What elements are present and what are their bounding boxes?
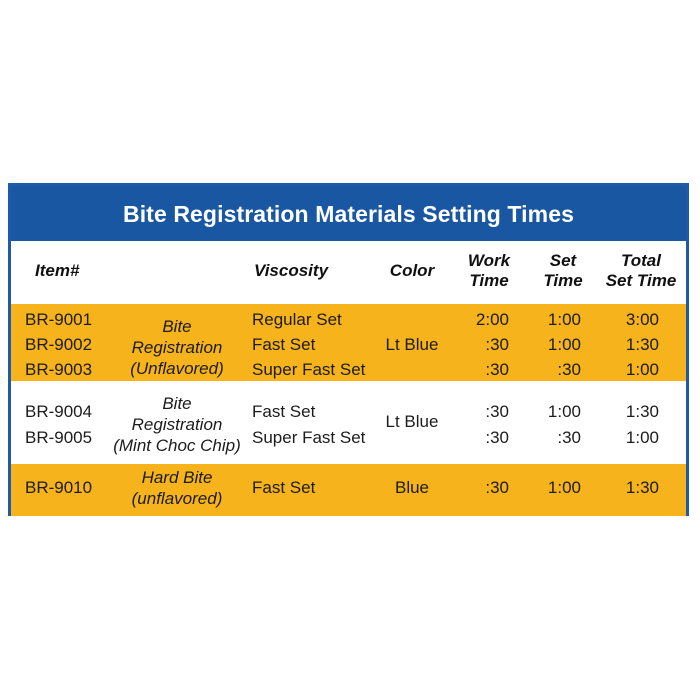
group-color: Lt Blue <box>385 412 439 431</box>
set-time: :30 <box>557 360 581 379</box>
table-title: Bite Registration Materials Setting Times <box>11 186 686 241</box>
total-set-time: 1:00 <box>625 360 659 379</box>
header-color-label: Color <box>389 261 435 280</box>
header-set-time-line1: Set <box>549 251 577 270</box>
viscosity: Fast Set <box>252 478 316 497</box>
group-description <box>107 316 247 379</box>
group-color: Lt Blue <box>385 335 439 354</box>
header-work-time-line2: Time <box>469 271 509 290</box>
total-set-time: 3:00 <box>625 310 659 329</box>
group-color: Blue <box>394 478 430 497</box>
header-item <box>35 261 79 281</box>
set-time: 1:00 <box>547 478 581 497</box>
header-total-set-time <box>599 251 683 291</box>
item-number: BR-9002 <box>25 335 93 354</box>
header-set-time-line2: Time <box>543 271 583 290</box>
viscosity: Fast Set <box>252 335 316 354</box>
total-set-time: 1:00 <box>625 428 659 447</box>
set-time: 1:00 <box>547 402 581 421</box>
viscosity: Super Fast Set <box>252 360 366 379</box>
viscosity: Fast Set <box>252 402 316 421</box>
header-work-time-line1: Work <box>467 251 511 270</box>
total-set-time: 1:30 <box>625 335 659 354</box>
header-work-time <box>458 251 520 291</box>
header-total-set-time-line2: Set Time <box>605 271 677 290</box>
set-time: 1:00 <box>547 335 581 354</box>
set-time: 1:00 <box>547 310 581 329</box>
item-number: BR-9010 <box>25 478 93 497</box>
group-description <box>107 467 247 509</box>
viscosity: Super Fast Set <box>252 428 366 447</box>
work-time: :30 <box>485 402 509 421</box>
header-viscosity <box>254 261 328 281</box>
work-time: :30 <box>485 428 509 447</box>
total-set-time: 1:30 <box>625 402 659 421</box>
header-viscosity-label: Viscosity <box>254 261 329 280</box>
setting-times-table <box>8 183 689 516</box>
description-line: Bite <box>162 317 192 336</box>
work-time: :30 <box>485 335 509 354</box>
description-line: Registration <box>131 415 223 434</box>
description-line: (Mint Choc Chip) <box>113 436 241 455</box>
item-number: BR-9004 <box>25 402 93 421</box>
description-line: Hard Bite <box>141 468 213 487</box>
group-description <box>97 393 257 456</box>
header-set-time <box>532 251 594 291</box>
description-line: (Unflavored) <box>130 359 224 378</box>
set-time: :30 <box>557 428 581 447</box>
description-line: Registration <box>131 338 223 357</box>
total-set-time: 1:30 <box>625 478 659 497</box>
item-number: BR-9003 <box>25 360 93 379</box>
work-time: :30 <box>485 360 509 379</box>
header-total-set-time-line1: Total <box>621 251 661 270</box>
work-time: :30 <box>485 478 509 497</box>
item-number: BR-9001 <box>25 310 93 329</box>
item-number: BR-9005 <box>25 428 93 447</box>
work-time: 2:00 <box>475 310 509 329</box>
description-line: Bite <box>162 394 192 413</box>
description-line: (unflavored) <box>131 489 223 508</box>
header-item-label: Item# <box>35 261 80 280</box>
viscosity: Regular Set <box>252 310 342 329</box>
header-color <box>381 261 443 281</box>
